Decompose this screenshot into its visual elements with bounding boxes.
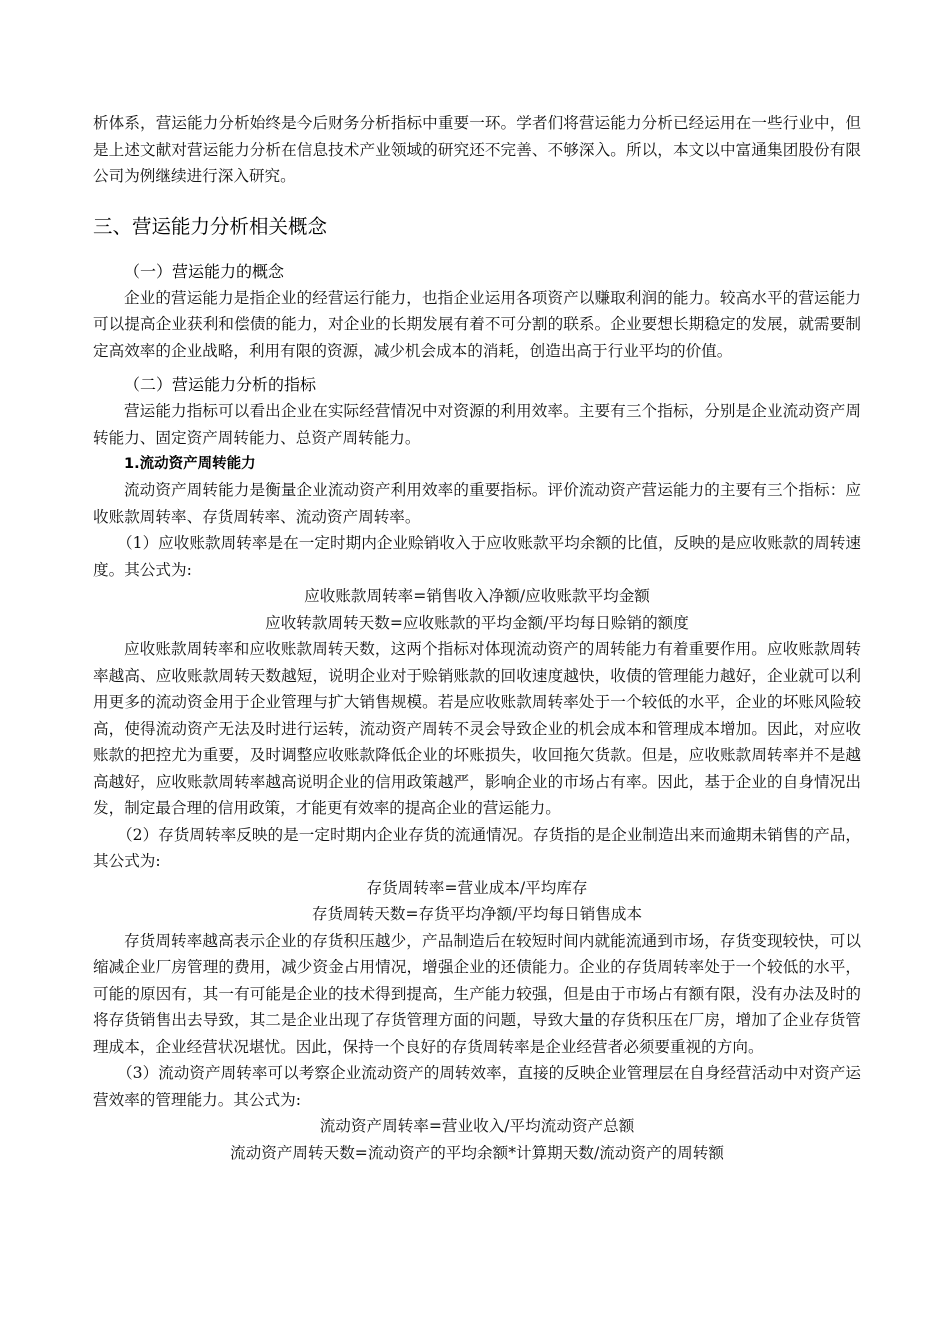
subsubsection-title: 1.流动资产周转能力 [124, 456, 256, 472]
subsubsection-paragraph: 流动资产周转能力是衡量企业流动资产利用效率的重要指标。评价流动资产营运能力的主要有三个指标：应收账款周转率、存货周转率、流动资产周转率。 [93, 481, 861, 526]
subsection-2-paragraph: 营运能力指标可以看出企业在实际经营情况中对资源的利用效率。主要有三个指标，分别是企业流动资产周转能力、固定资产周转能力、总资产周转能力。 [93, 402, 861, 447]
item-3-paragraph: （3）流动资产周转率可以考察企业流动资产的周转效率，直接的反映企业管理层在自身经营活动中对资产运营效率的管理能力。其公式为: [93, 1064, 861, 1109]
item-2-formula-1: 存货周转率=营业成本/平均库存 [366, 878, 588, 897]
item-1-paragraph: （1）应收账款周转率是在一定时期内企业赊销收入于应收账款平均余额的比值，反映的是应收账款的周转速度。其公式为: [93, 534, 861, 579]
item-3-formula-2: 流动资产周转天数=流动资产的平均余额*计算期天数/流动资产的周转额 [230, 1143, 724, 1162]
item-2-paragraph: （2）存货周转率反映的是一定时期内企业存货的流通情况。存货指的是企业制造出来而逾期未销售的产品，其公式为: [93, 825, 861, 870]
subsection-2-title: （二）营运能力分析的指标 [124, 375, 317, 394]
subsection-1-title: （一）营运能力的概念 [124, 261, 285, 281]
subsection-1-paragraph: 企业的营运能力是指企业的经营运行能力，也指企业运用各项资产以赚取利润的能力。较高水平的营运能力可以提高企业获利和偿债的能力，对企业的长期发展有着不可分割的联系。企业要想长期稳定的发展，就需要制定高效率的企业战略，利用有限的资源，减少机会成本的消耗，创造出高于行业平均的价值。 [93, 288, 861, 360]
item-3-formula-1: 流动资产周转率=营业收入/平均流动资产总额 [319, 1117, 635, 1135]
intro-paragraph: 析体系，营运能力分析始终是今后财务分析指标中重要一环。学者们将营运能力分析已经运用在一些行业中，但是上述文献对营运能力分析在信息技术产业领域的研究还不完善、不够深入。所以，本文以中富通集团股份有限公司为例继续进行深入研究。 [93, 114, 861, 185]
section-title: 三、营运能力分析相关概念 [93, 214, 328, 238]
item-2-formula-2: 存货周转天数=存货平均净额/平均每日销售成本 [311, 905, 643, 923]
item-1-analysis: 应收账款周转率和应收账款周转天数，这两个指标对体现流动资产的周转能力有着重要作用。应收账款周转率越高、应收账款周转天数越短，说明企业对于赊销账款的回收速度越快，收债的管理能力越好，企业就可以利用更多的流动资金用于企业管理与扩大销售规模。若是应收账款周转率处于一个较低的水平，企业的坏账风险较高，使得流动资产无法及时进行运转，流动资产周转不灵会导致企业的机会成本和管理成本增加。因此，对应收账款的把控尤为重要，及时调整应收账款降低企业的坏账损失，收回拖欠货款。但是，应收账款周转率并不是越高越好，应收账款周转率越高说明企业的信用政策越严，影响企业的市场占有率。因此，基于企业的自身情况出发，制定最合理的信用政策，才能更有效率的提高企业的营运能力。 [93, 640, 861, 817]
item-1-formula-1: 应收账款周转率=销售收入净额/应收账款平均金额 [304, 587, 650, 605]
item-1-formula-2: 应收转款周转天数=应收账款的平均金额/平均每日赊销的额度 [265, 613, 689, 632]
document-page [93, 110, 861, 1166]
item-2-analysis: 存货周转率越高表示企业的存货积压越少，产品制造后在较短时间内就能流通到市场，存货变现较快，可以缩减企业厂房管理的费用，减少资金占用情况，增强企业的还债能力。企业的存货周转率处于一个较低的水平，可能的原因有，其一有可能是企业的技术得到提高，生产能力较强，但是由于市场占有额有限，没有办法及时的将存货销售出去导致，其二是企业出现了存货管理方面的问题，导致大量的存货积压在厂房，增加了企业存货管理成本，企业经营状况堪忧。因此，保持一个良好的存货周转率是企业经营者必须要重视的方向。 [93, 931, 861, 1056]
